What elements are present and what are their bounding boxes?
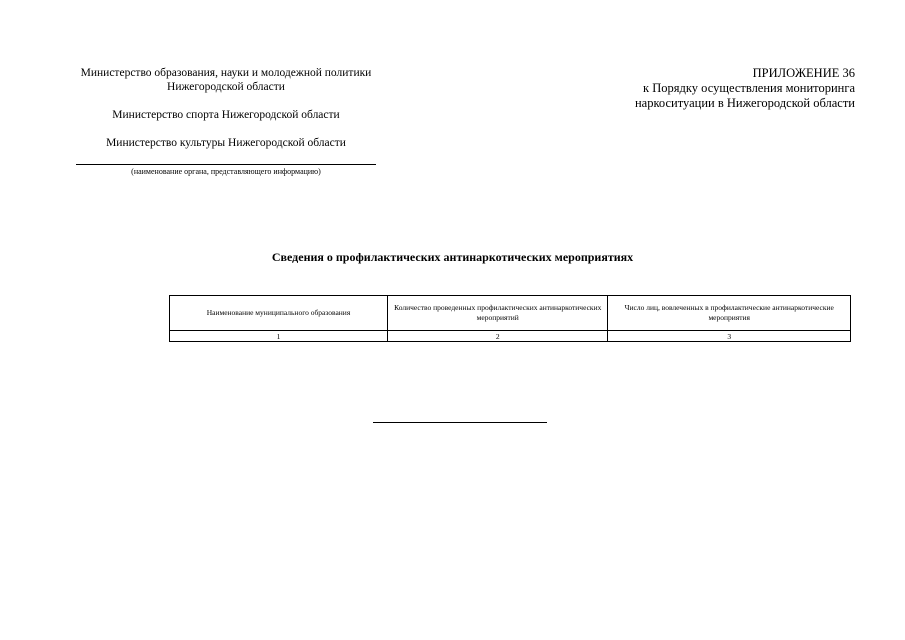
header-municipality: Наименование муниципального образования xyxy=(170,296,388,331)
column-number-3: 3 xyxy=(608,331,851,342)
table-header-row xyxy=(170,296,851,331)
organization-education: Министерство образования, науки и молодежной политики Нижегородской области xyxy=(80,67,372,93)
reporting-organizations xyxy=(76,66,376,150)
organization-caption: (наименование органа, представляющего информацию) xyxy=(131,167,321,176)
appendix-line-1: к Порядку осуществления мониторинга xyxy=(643,81,855,95)
organization-underline xyxy=(76,164,376,165)
organization-sport: Министерство спорта Нижегородской области xyxy=(112,109,340,121)
document-title: Сведения о профилактических антинаркотических мероприятиях xyxy=(271,250,634,264)
column-number-2: 2 xyxy=(387,331,607,342)
header-events-count: Количество проведенных профилактических антинаркотических мероприятий xyxy=(387,296,607,331)
column-number-1: 1 xyxy=(170,331,388,342)
appendix-header xyxy=(535,66,855,111)
events-table xyxy=(169,295,851,342)
appendix-line-2: наркоситуации в Нижегородской области xyxy=(634,96,855,110)
table-number-row xyxy=(170,331,851,342)
header-participants-count: Число лиц, вовлеченных в профилактические антинаркотические мероприятия xyxy=(608,296,851,331)
appendix-title: ПРИЛОЖЕНИЕ 36 xyxy=(752,66,855,80)
organization-culture: Министерство культуры Нижегородской области xyxy=(106,137,346,149)
signature-line xyxy=(373,422,547,423)
